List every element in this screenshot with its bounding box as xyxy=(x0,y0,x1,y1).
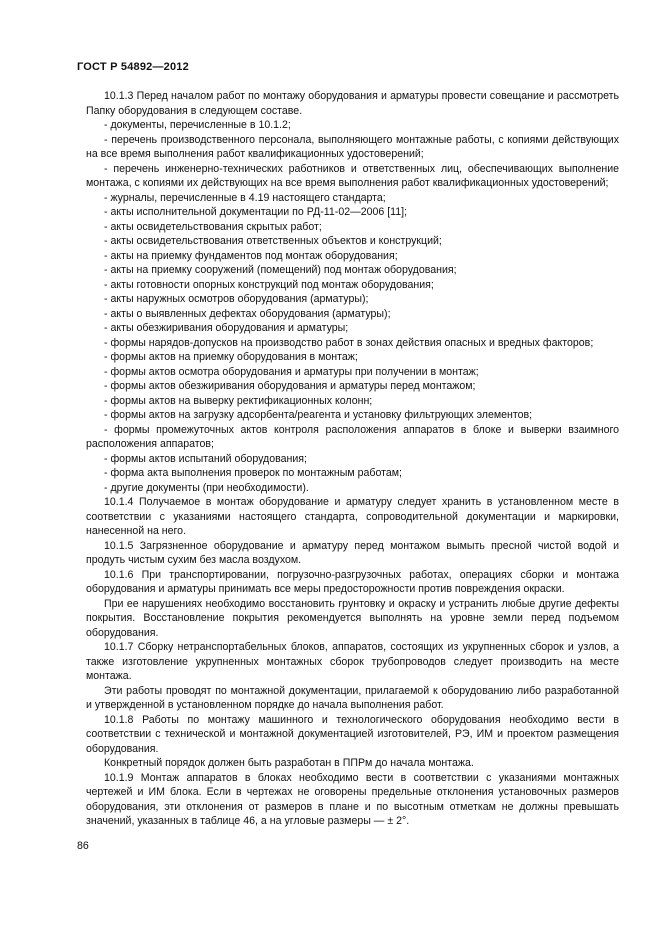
list-item: - формы актов на приемку оборудования в монтаж; xyxy=(104,351,358,363)
paragraph-10-1-5: 10.1.5 Загрязненное оборудование и арматуру перед монтажом вымыть пресной чистой водой и продуть чистым сухим без масла воздухом. xyxy=(86,539,619,566)
list-item: - другие документы (при необходимости). xyxy=(104,481,309,494)
paragraph-10-1-8-continued: Конкретный порядок должен быть разработан в ППРм до начала монтажа. xyxy=(104,757,474,769)
list-item: - журналы, перечисленные в 4.19 настоящего стандарта; xyxy=(104,191,386,204)
list-item: - формы актов на загрузку адсорбента/реагента и установку фильтрующих элементов; xyxy=(104,409,533,421)
list-item: - акты освидетельствования скрытых работ; xyxy=(104,220,322,233)
paragraph-10-1-6-continued: При ее нарушениях необходимо восстановить грунтовку и окраску и устранить любые другие дефекты покрытия. Восстановление покрытия рекомендуется выполнять на уровне земли перед подъемом оборудования. xyxy=(86,597,619,639)
list-item: - формы актов осмотра оборудования и арматуры при получении в монтаж; xyxy=(104,365,479,378)
paragraph-10-1-9: 10.1.9 Монтаж аппаратов в блоках необходимо вести в соответствии с указаниями монтажных чертежей и ИМ блока. Если в чертежах не оговорены предельные отклонения установочных размеров оборудования, эти отклонения от размеров в плане и по высотным отметкам не должны превышать значений, указанных в таблице 46, а на угловые размеры — ± 2°. xyxy=(86,771,619,827)
list-item: - акты обезжиривания оборудования и арматуры; xyxy=(104,322,349,334)
paragraph-10-1-7-continued: Эти работы проводят по монтажной документации, прилагаемой к оборудованию либо разработанной и утвержденной в установленном порядке до начала выполнения работ. xyxy=(86,684,619,711)
list-item: - акты о выявленных дефектах оборудования (арматуры); xyxy=(104,307,391,320)
list-item: - акты освидетельствования ответственных объектов и конструкций; xyxy=(104,235,442,247)
list-item: - акты на приемку сооружений (помещений) под монтаж оборудования; xyxy=(104,264,457,276)
paragraph-10-1-4: 10.1.4 Получаемое в монтаж оборудование и арматуру следует хранить в установленном месте в соответствии с указаниями настоящего стандарта, сопроводительной документации и маркировки, нанесенной на него. xyxy=(86,496,619,537)
list-item: - акты наружных осмотров оборудования (арматуры); xyxy=(104,293,369,305)
paragraph-10-1-7: 10.1.7 Сборку нетранспортабельных блоков, аппаратов, состоящих из укрупненных сборок и узлов, а также изготовление укрупненных монтажных сборок трубопроводов следует производить на месте монтажа. xyxy=(86,641,619,682)
list-item: - формы нарядов-допусков на производство работ в зонах действия опасных и вредных факторов; xyxy=(104,336,594,349)
paragraph-10-1-3: 10.1.3 Перед началом работ по монтажу оборудования и арматуры провести совещание и рассмотреть Папку оборудования в следующем составе. xyxy=(86,90,619,117)
list-item: - перечень производственного персонала, выполняющего монтажные работы, с копиями действующих на все время выполнения работ квалификационных удостоверений; xyxy=(86,133,619,160)
page-number: 86 xyxy=(77,840,89,852)
list-item: - акты готовности опорных конструкций под монтаж оборудования; xyxy=(104,278,434,291)
list-item: - акты исполнительной документации по РД-11-02—2006 [11]; xyxy=(104,206,408,218)
list-item: - акты на приемку фундаментов под монтаж оборудования; xyxy=(104,249,398,262)
page-body xyxy=(86,89,619,829)
list-item: - формы актов на выверку ректификационных колонн; xyxy=(104,394,373,407)
list-item: - формы актов обезжиривания оборудования и арматуры перед монтажом; xyxy=(104,380,476,392)
list-item: - документы, перечисленные в 10.1.2; xyxy=(104,119,291,131)
list-item: - формы актов испытаний оборудования; xyxy=(104,452,307,465)
list-item: - перечень инженерно-технических работников и ответственных лиц, обеспечивающих выполнение монтажа, с копиями их действующих на все время выполнения работ квалификационных удостоверений; xyxy=(86,162,619,189)
document-header: ГОСТ Р 54892—2012 xyxy=(77,61,189,73)
list-item: - формы промежуточных актов контроля расположения аппаратов в блоке и выверки взаимного расположения аппаратов; xyxy=(86,423,619,450)
paragraph-10-1-6: 10.1.6 При транспортировании, погрузочно-разгрузочных работах, операциях сборки и монтажа оборудования и арматуры принимать все меры предосторожности против повреждения окраски. xyxy=(86,568,619,595)
paragraph-10-1-8: 10.1.8 Работы по монтажу машинного и технологического оборудования необходимо вести в соответствии с технической и монтажной документацией изготовителей, РЭ, ИМ и проектом размещения оборудования. xyxy=(86,713,619,755)
list-item: - форма акта выполнения проверок по монтажным работам; xyxy=(104,467,402,479)
